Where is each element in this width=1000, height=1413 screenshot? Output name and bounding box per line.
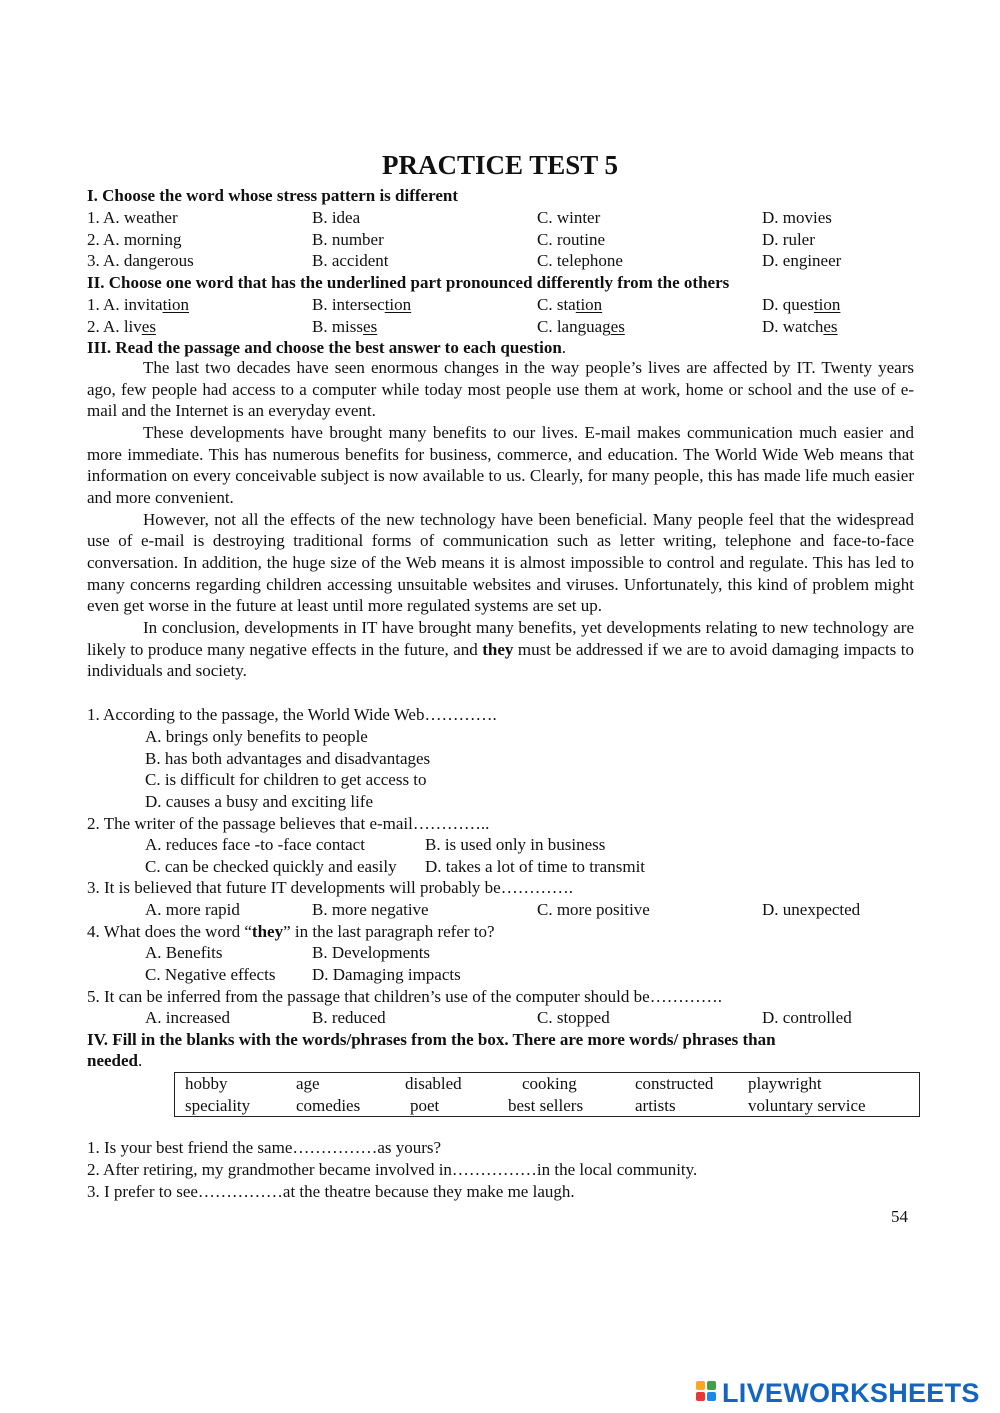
- q2-stem: 2. The writer of the passage believes that e-mail…………..: [87, 813, 490, 833]
- q1-option-a: A. brings only benefits to people: [145, 727, 368, 746]
- box-word: cooking: [522, 1074, 577, 1093]
- liveworksheets-logo: [696, 1378, 980, 1408]
- section4-heading-line2: needed.: [87, 1051, 143, 1070]
- q1-option-d: D. causes a busy and exciting life: [145, 791, 374, 811]
- s1-r3-a: 3. A. dangerous: [87, 251, 194, 270]
- reading-passage: [87, 357, 914, 682]
- liveworksheets-wordmark: LIVEWORKSHEETS: [722, 1377, 980, 1408]
- page-number: 54: [891, 1207, 908, 1226]
- q4-option-c: C. Negative effects: [145, 964, 276, 984]
- s2-row-1: [87, 294, 914, 316]
- s1-r1-b: B. idea: [312, 208, 361, 227]
- s2-r2-b: B. misses: [312, 316, 378, 336]
- q2-option-c: C. can be checked quickly and easily: [145, 856, 397, 876]
- q3-option-c: C. more positive: [537, 900, 650, 919]
- s1-r1-d: D. movies: [762, 208, 832, 227]
- passage-paragraph-4: In conclusion, developments in IT have brought many benefits, yet developments relating to new technology are likely to produce many negative effects in the future, and they must be addressed if we are to avoid damaging impacts to individuals and society.: [87, 617, 914, 681]
- q5-stem: 5. It can be inferred from the passage that children’s use of the computer should be………….: [87, 986, 722, 1006]
- liveworksheets-logo-icon: [696, 1381, 718, 1405]
- q4-stem: 4. What does the word “they” in the last paragraph refer to?: [87, 921, 495, 941]
- section4-heading-line1: IV. Fill in the blanks with the words/phrases from the box. There are more words/ phrases than: [87, 1029, 776, 1049]
- s2-r2-a: 2. A. lives: [87, 316, 156, 336]
- s1-r2-c: C. routine: [537, 229, 605, 249]
- passage-paragraph-3: However, not all the effects of the new technology have been beneficial. Many people feel that the widespread use of e-mail is destroying traditional forms of communication such as letter writing, telephone and face-to-face conversation. In addition, the huge size of the Web means it is almost impossible to control and regulate. This has led to many concerns regarding children accessing unsuitable websites and viruses. Unfortunately, this kind of problem might even get worse in the future at least until more regulated systems are set up.: [87, 509, 914, 616]
- s2-r1-a: 1. A. invitation: [87, 295, 190, 314]
- s1-r3-d: D. engineer: [762, 251, 842, 270]
- q2-option-b: B. is used only in business: [425, 835, 606, 854]
- passage-paragraph-2: These developments have brought many benefits to our lives. E-mail makes communication much easier and more immediate. This has numerous benefits for business, commerce, and education. The World Wide Web means that information on every conceivable subject is now available to us. Clearly, for many people, this has made life much easier and more convenient.: [87, 422, 914, 507]
- q3-stem: 3. It is believed that future IT developments will probably be………….: [87, 878, 573, 897]
- s2-r2-c: C. languages: [537, 316, 625, 336]
- s1-r2-a: 2. A. morning: [87, 229, 182, 249]
- s1-r2-d: D. ruler: [762, 229, 815, 249]
- q4-option-d: D. Damaging impacts: [312, 964, 461, 984]
- s2-row-2: [87, 316, 914, 338]
- fill-question-3: 3. I prefer to see……………at the theatre because they make me laugh.: [87, 1182, 575, 1201]
- page-title: PRACTICE TEST 5: [381, 150, 619, 180]
- q5-option-b: B. reduced: [312, 1008, 386, 1027]
- section1-heading: I. Choose the word whose stress pattern is different: [87, 186, 458, 205]
- s1-r1-a: 1. A. weather: [87, 208, 178, 227]
- q1-stem: 1. According to the passage, the World Wide Web………….: [87, 705, 497, 724]
- q5-option-d: D. controlled: [762, 1008, 852, 1027]
- fill-question-2: 2. After retiring, my grandmother became involved in……………in the local community.: [87, 1160, 698, 1179]
- q5-option-c: C. stopped: [537, 1008, 610, 1027]
- s1-r2-b: B. number: [312, 229, 384, 249]
- s2-r2-d: D. watches: [762, 316, 838, 336]
- q4-option-a: A. Benefits: [145, 943, 223, 962]
- box-word: artists: [635, 1095, 676, 1115]
- fill-question-1: 1. Is your best friend the same……………as yours?: [87, 1138, 442, 1157]
- s2-r1-c: C. station: [537, 295, 603, 314]
- word-box: [174, 1072, 920, 1117]
- s2-r1-b: B. intersection: [312, 295, 412, 314]
- q2-option-a: A. reduces face -to -face contact: [145, 835, 365, 854]
- section2-heading: II. Choose one word that has the underlined part pronounced differently from the others: [87, 273, 730, 292]
- box-word: hobby: [185, 1074, 228, 1093]
- q3-option-b: B. more negative: [312, 900, 429, 919]
- passage-paragraph-1: The last two decades have seen enormous changes in the way people’s lives are affected by IT. Twenty years ago, few people had access to a computer while today most people use them at work, home or school and the use of e- mail and the Internet is an everyday event.: [87, 358, 914, 421]
- box-word: voluntary service: [748, 1095, 866, 1115]
- s1-row-3: [87, 250, 914, 272]
- q3-option-a: A. more rapid: [145, 900, 240, 919]
- q1-option-c: C. is difficult for children to get access to: [145, 770, 427, 789]
- box-word: age: [296, 1074, 320, 1093]
- q3-option-d: D. unexpected: [762, 900, 861, 919]
- box-word: comedies: [296, 1095, 361, 1115]
- box-word: playwright: [748, 1074, 822, 1093]
- q4-option-b: B. Developments: [312, 943, 431, 962]
- q2-option-d: D. takes a lot of time to transmit: [425, 856, 646, 876]
- s1-row-2: [87, 229, 914, 251]
- q1-option-b: B. has both advantages and disadvantages: [145, 748, 431, 768]
- section3-heading: III. Read the passage and choose the best answer to each question.: [87, 338, 567, 357]
- s1-r3-c: C. telephone: [537, 251, 623, 270]
- box-word: best sellers: [508, 1095, 584, 1115]
- q5-option-a: A. increased: [145, 1008, 230, 1027]
- box-word: speciality: [185, 1095, 251, 1115]
- box-word: disabled: [405, 1074, 462, 1093]
- box-word: constructed: [635, 1074, 714, 1093]
- s1-r1-c: C. winter: [537, 208, 601, 227]
- box-word: poet: [410, 1095, 440, 1115]
- s1-r3-b: B. accident: [312, 251, 389, 270]
- s1-row-1: [87, 207, 914, 229]
- s2-r1-d: D. question: [762, 295, 841, 314]
